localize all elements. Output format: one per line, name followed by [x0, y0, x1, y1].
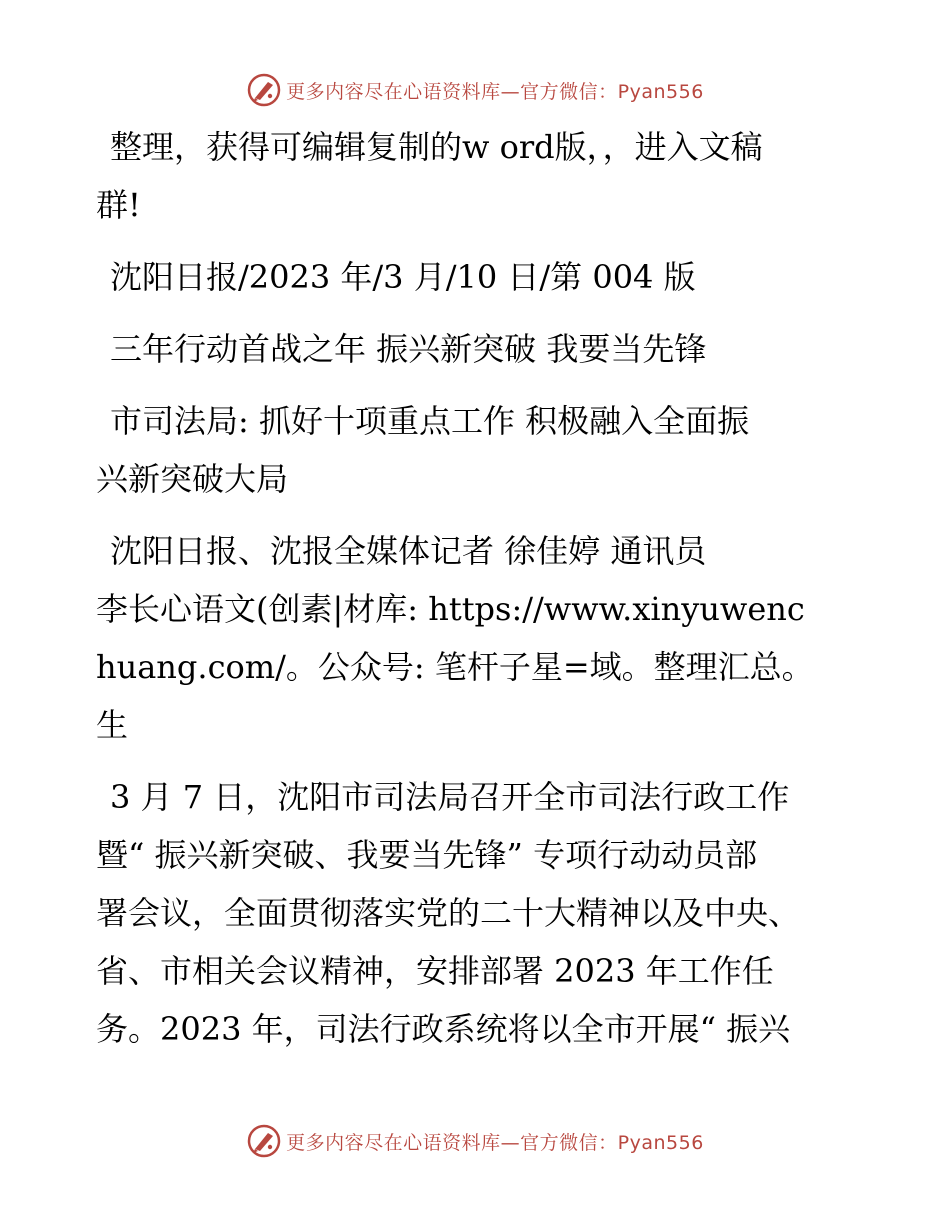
footer-banner-text: 更多内容尽在心语资料库—官方微信：Pyan556: [286, 1131, 704, 1154]
text-line: 三年行动首战之年 振兴新突破 我要当先锋: [110, 330, 707, 368]
header-banner: [0, 70, 950, 110]
text-line: 生: [96, 706, 129, 744]
paragraph-headline: [96, 392, 856, 508]
paragraph-body: [96, 768, 856, 1058]
text-line: 务。2023 年，司法行政系统将以全市开展“ 振兴: [96, 1010, 791, 1048]
paragraph-kicker: [96, 320, 856, 378]
quill-pen-seal-icon: [246, 72, 282, 108]
wechat-id: Pyan556: [617, 80, 704, 103]
text-line: 沈阳日报、沈报全媒体记者 徐佳婷 通讯员: [110, 532, 707, 570]
header-banner-text: 更多内容尽在心语资料库—官方微信：Pyan556: [286, 80, 704, 103]
wechat-id: Pyan556: [617, 1131, 704, 1154]
quill-pen-seal-icon: [246, 1123, 282, 1159]
text-line: 兴新突破大局: [96, 460, 289, 498]
text-line: 整理，获得可编辑复制的w ord版，，进入文稿: [110, 128, 763, 166]
text-line: 3 月 7 日，沈阳市司法局召开全市司法行政工作: [110, 778, 790, 816]
text-line: 署会议，全面贯彻落实党的二十大精神以及中央、: [96, 894, 801, 932]
text-line: 李长心语文(创素|材库: https://www.xinyuwenc: [96, 590, 805, 628]
text-line: 沈阳日报/2023 年/3 月/10 日/第 004 版: [110, 258, 696, 296]
footer-banner: [0, 1121, 950, 1161]
paragraph-intro: [96, 118, 856, 234]
text-line: 市司法局: 抓好十项重点工作 积极融入全面振: [110, 402, 750, 440]
text-line: 暨“ 振兴新突破、我要当先锋” 专项行动动员部: [96, 836, 758, 874]
paragraph-byline: [96, 522, 856, 754]
paragraph-dateline: [96, 248, 856, 306]
text-line: huang.com/。公众号: 笔杆子星=域。整理汇总。: [96, 648, 814, 686]
document-body: [96, 118, 856, 1072]
text-line: 省、市相关会议精神，安排部署 2023 年工作任: [96, 952, 774, 990]
text-line: 群!: [96, 186, 141, 224]
